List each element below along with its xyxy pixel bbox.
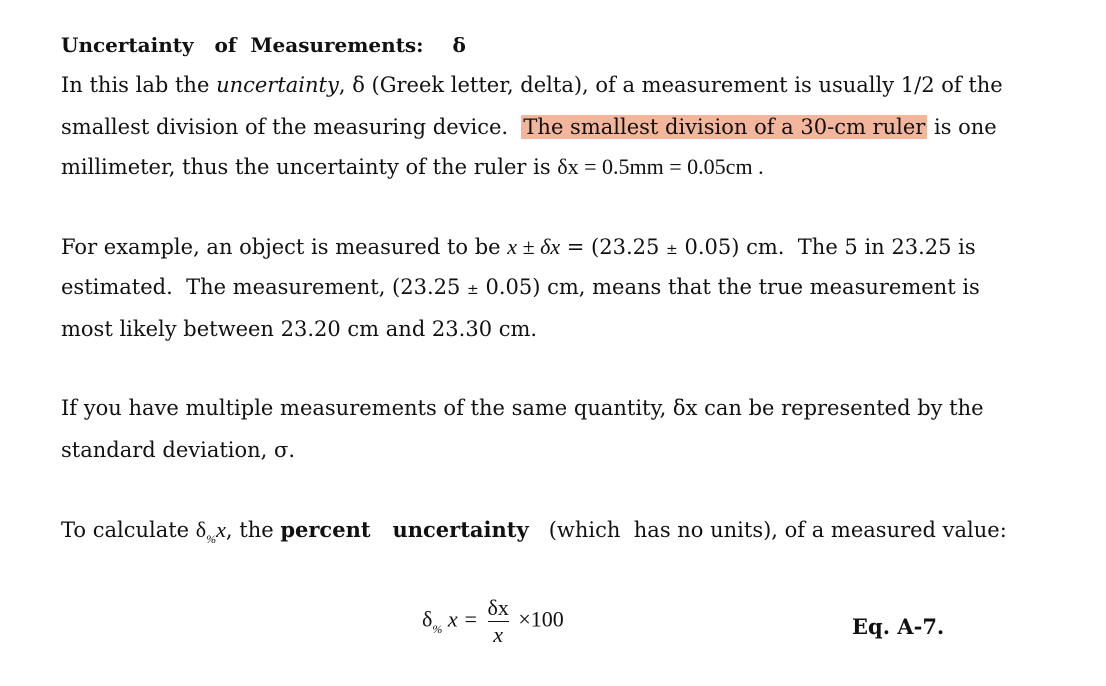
fraction-numerator: δx — [487, 595, 509, 620]
percent-uncertainty-symbol — [195, 517, 226, 546]
para1-text: In this lab the — [61, 73, 217, 97]
para3-line2 — [61, 436, 295, 464]
highlighted-text: The smallest division of a 30-cm ruler — [523, 115, 926, 139]
equation-rhs: ×100 — [518, 606, 564, 632]
para1-text: , δ (Greek letter, delta), of a measurement is usually 1/2 of the — [338, 73, 1003, 97]
plus-minus-symbol: ± — [467, 282, 479, 298]
uncertainty-term: uncertainty — [216, 73, 339, 97]
para3-text: standard deviation, σ. — [61, 438, 296, 462]
equation-lhs: x = — [447, 606, 478, 632]
para2-line2 — [61, 273, 980, 304]
delta-symbol: δ — [195, 517, 207, 542]
para1-line2 — [61, 113, 997, 141]
x-variable: x — [216, 517, 226, 542]
para1-text: is one — [927, 115, 997, 139]
measurement-formula: x ± δx — [507, 234, 561, 259]
equation-a7 — [422, 596, 564, 647]
para4-line — [61, 516, 1007, 547]
heading-delta-symbol: δ — [452, 33, 466, 57]
para2-line1 — [61, 233, 976, 264]
para2-text: estimated. The measurement, (23.25 — [61, 275, 468, 299]
para3-line1 — [61, 394, 984, 422]
para2-text: 0.05) cm. The 5 in 23.25 is — [677, 235, 976, 259]
delta-symbol: δ — [422, 606, 433, 632]
plus-minus-symbol: ± — [666, 242, 678, 258]
fraction — [488, 596, 509, 647]
para1-line3 — [61, 153, 764, 181]
ruler-uncertainty-formula: δx = 0.5mm = 0.05cm . — [557, 154, 764, 179]
fraction-denominator: x — [493, 622, 504, 647]
para2-line3 — [61, 315, 537, 343]
equation-label: Eq. A-7. — [852, 614, 945, 639]
percent-uncertainty-term: percent uncertainty — [280, 517, 529, 542]
para2-text: 0.05) cm, means that the true measurement is — [478, 275, 980, 299]
para2-text: For example, an object is measured to be — [61, 235, 508, 259]
para2-text: = (23.25 — [560, 235, 667, 259]
para2-text: most likely between 23.20 cm and 23.30 cm. — [61, 317, 538, 341]
para4-text: , the — [225, 518, 281, 542]
para1-line1 — [61, 71, 1003, 99]
percent-subscript: % — [432, 621, 443, 636]
percent-subscript: % — [206, 532, 217, 546]
para1-text: millimeter, thus the uncertainty of the ruler is — [61, 155, 558, 179]
section-heading — [61, 31, 466, 59]
heading-title: Uncertainty of Measurements: — [61, 33, 424, 57]
para4-text: To calculate — [61, 518, 196, 542]
para3-text: If you have multiple measurements of the same quantity, δx can be represented by the — [61, 396, 984, 420]
para1-text: smallest division of the measuring device. — [61, 115, 522, 139]
para4-text: (which has no units), of a measured value: — [528, 518, 1007, 542]
